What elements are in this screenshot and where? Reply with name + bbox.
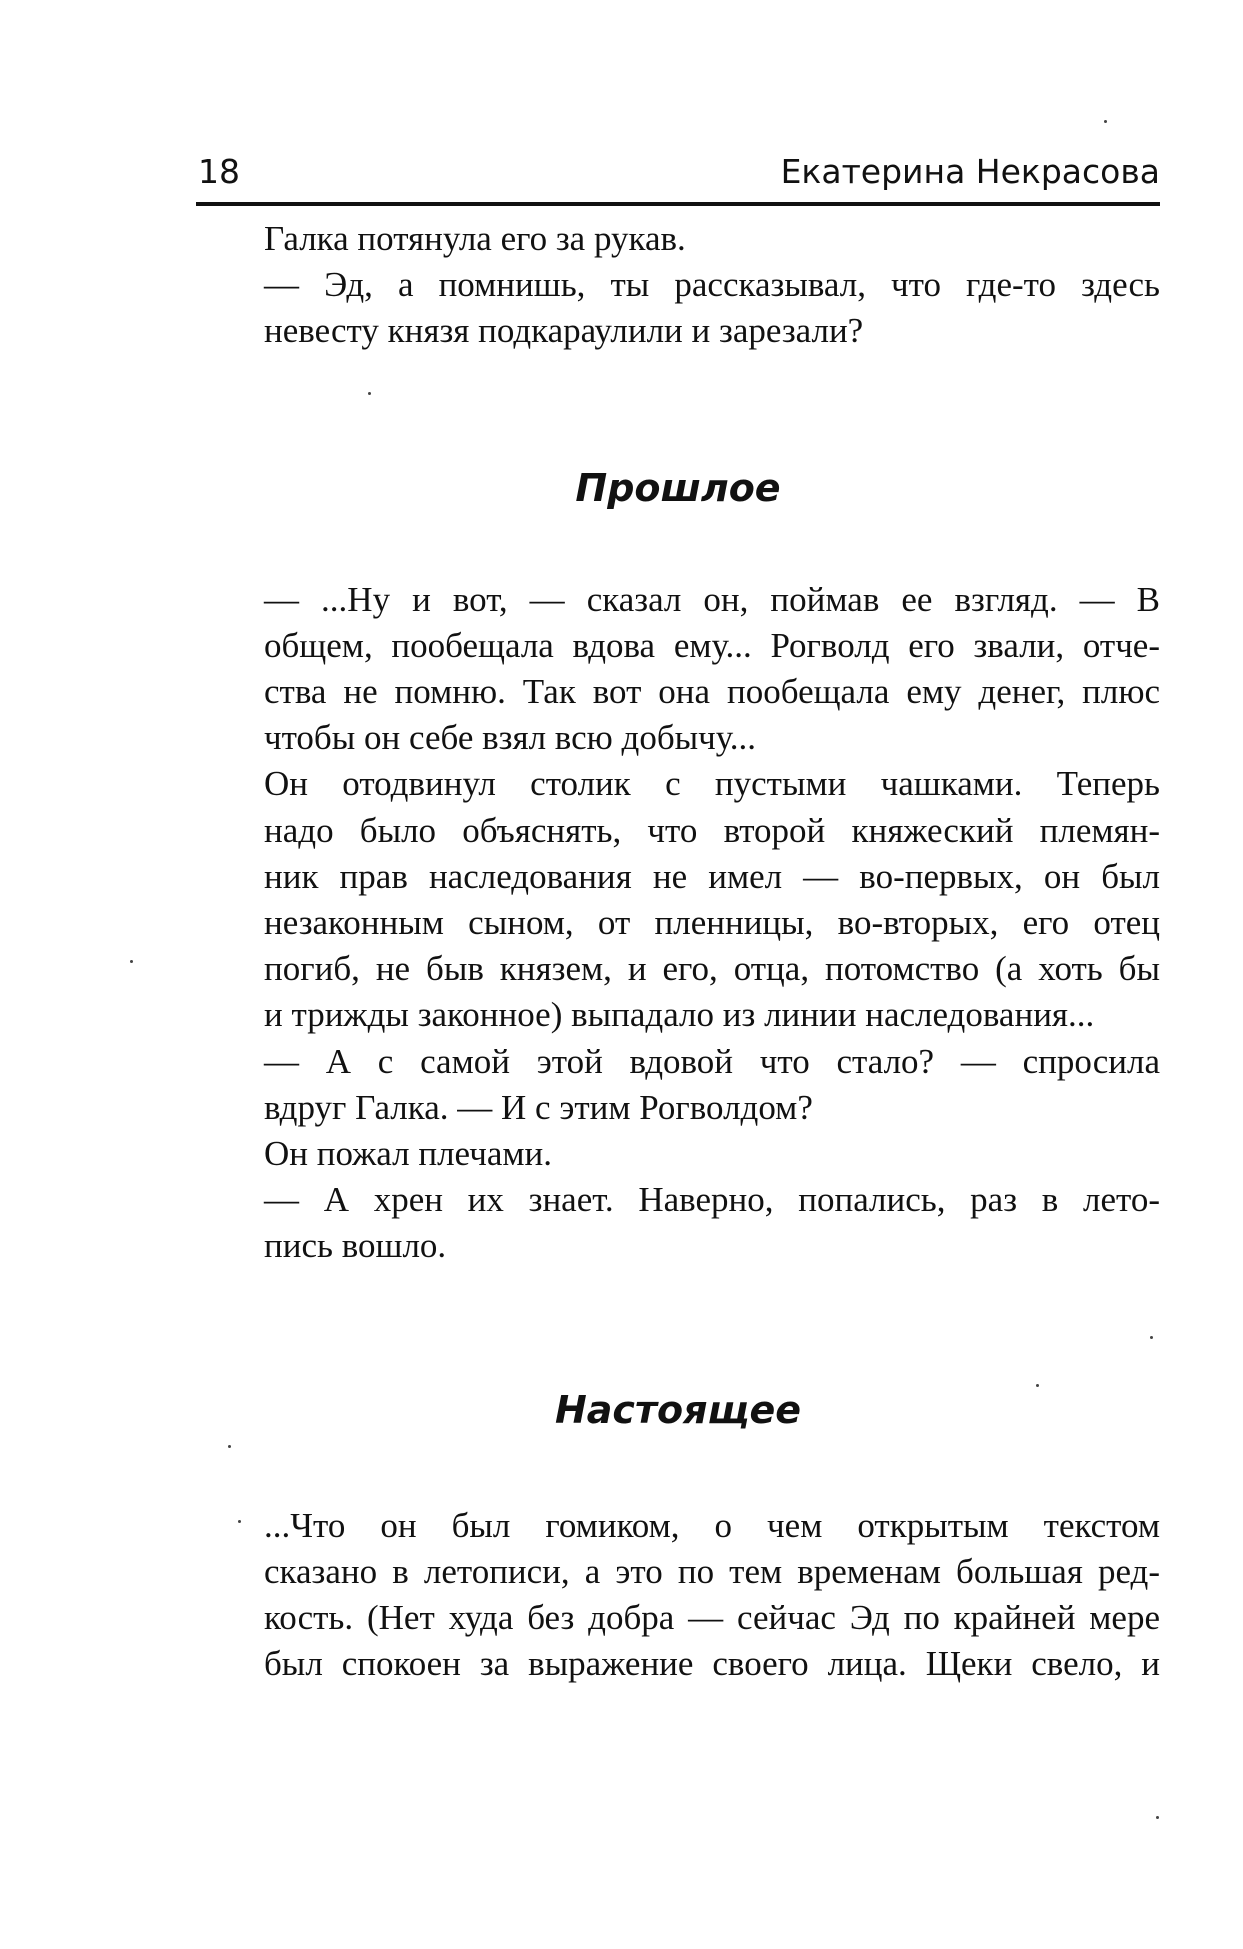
paragraph	[196, 262, 1160, 354]
print-speck	[238, 1520, 241, 1523]
text-line: кость. (Нет худа без добра — сейчас Эд по крайней мере	[264, 1598, 1160, 1638]
print-speck	[130, 960, 133, 963]
text-line: вдруг Галка. — И с этим Рогволдом?	[264, 1087, 813, 1127]
print-speck	[1036, 1384, 1039, 1387]
text-line: Галка потянула его за рукав.	[264, 219, 686, 258]
text-line: Он отодвинул столик с пустыми чашками. Теперь	[264, 764, 1160, 804]
print-speck	[368, 392, 371, 395]
text-line: общем, пообещала вдова ему... Рогволд его звали, отче-	[264, 625, 1160, 665]
text-line: невесту князя подкараулили и зарезали?	[264, 311, 864, 351]
text-line: незаконным сыном, от пленницы, во-вторых, его отец	[264, 903, 1160, 943]
text-line: ник прав наследования не имел — во-первых, он был	[264, 856, 1160, 896]
book-page	[196, 150, 1160, 1687]
paragraph	[196, 761, 1160, 1038]
text-line: сказано в летописи, а это по тем временам большая ред-	[264, 1551, 1160, 1591]
text-line: надо было объяснять, что второй княжеский племян-	[264, 810, 1160, 850]
text-line: — ...Ну и вот, — сказал он, поймав ее взгляд. — В	[264, 579, 1160, 619]
text-line: ства не помню. Так вот она пообещала ему денег, плюс	[264, 672, 1160, 712]
print-speck	[1150, 1336, 1153, 1339]
paragraph	[196, 1039, 1160, 1131]
section-title-past: Прошлое	[575, 465, 781, 510]
text-line: был спокоен за выражение своего лица. Щеки свело, и	[264, 1644, 1160, 1684]
text-line: ...Что он был гомиком, о чем открытым текстом	[264, 1505, 1160, 1545]
text-line: пись вошло.	[264, 1226, 447, 1266]
text-block-past	[196, 577, 1160, 1270]
paragraph	[196, 577, 1160, 762]
text-line: погиб, не быв князем, и его, отца, потомство (а хоть бы	[264, 949, 1160, 989]
paragraph	[196, 1177, 1160, 1269]
paragraph	[196, 1503, 1160, 1688]
text-line: и трижды законное) выпадало из линии наследования...	[264, 995, 1095, 1035]
paragraph	[196, 1131, 1160, 1177]
text-line: — Эд, а помнишь, ты рассказывал, что где-то здесь	[264, 265, 1160, 305]
text-line: — А хрен их знает. Наверно, попались, раз в лето-	[264, 1180, 1160, 1220]
author-name: Екатерина Некрасова	[780, 152, 1160, 191]
text-line: Он пожал плечами.	[264, 1134, 552, 1174]
running-header	[196, 150, 1160, 206]
text-block-present	[196, 1503, 1160, 1688]
text-line: чтобы он себе взял всю добычу...	[264, 718, 757, 758]
section-title-present: Настоящее	[554, 1387, 802, 1432]
print-speck	[1104, 120, 1107, 123]
text-line: — А с самой этой вдовой что стало? — спросила	[264, 1041, 1160, 1081]
print-speck	[228, 1445, 231, 1448]
print-speck	[1156, 1816, 1159, 1819]
text-block-intro	[196, 216, 1160, 355]
paragraph	[196, 216, 1160, 262]
page-number: 18	[198, 152, 240, 191]
